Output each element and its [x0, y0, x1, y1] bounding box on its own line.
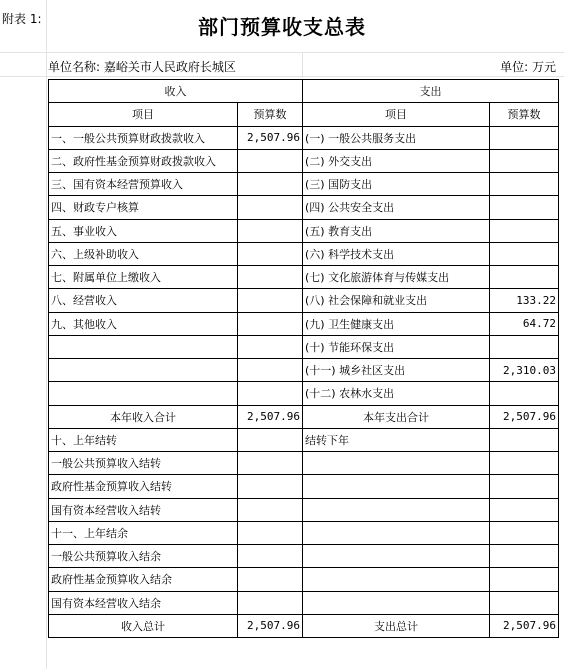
- empty-cell[interactable]: [490, 568, 559, 591]
- table-row: [49, 219, 559, 242]
- empty-cell[interactable]: [490, 498, 559, 521]
- income-item-cell[interactable]: [49, 335, 238, 358]
- income-item-cell[interactable]: 五、事业收入: [49, 219, 238, 242]
- income-item-cell[interactable]: [49, 382, 238, 405]
- income-year-total-value[interactable]: 2,507.96: [238, 405, 303, 428]
- column-header-row: [49, 103, 559, 126]
- income-item-cell[interactable]: 一、一般公共预算财政拨款收入: [49, 126, 238, 149]
- expense-item-cell[interactable]: (四) 公共安全支出: [303, 196, 490, 219]
- expense-item-cell[interactable]: (十一) 城乡社区支出: [303, 359, 490, 382]
- income-budget-header[interactable]: 预算数: [238, 103, 303, 126]
- table-row: [49, 382, 559, 405]
- carryover-expense-cell[interactable]: [303, 452, 490, 475]
- carryover-item-cell[interactable]: 十、上年结转: [49, 428, 238, 451]
- carryover-expense-cell[interactable]: 结转下年: [303, 428, 490, 451]
- expense-item-cell[interactable]: (八) 社会保障和就业支出: [303, 289, 490, 312]
- expense-header[interactable]: 支出: [303, 80, 559, 103]
- carryover-expense-cell[interactable]: [303, 498, 490, 521]
- expense-value-cell[interactable]: [490, 242, 559, 265]
- income-item-cell[interactable]: 七、附属单位上缴收入: [49, 266, 238, 289]
- income-value-cell[interactable]: 2,507.96: [238, 126, 303, 149]
- section-header-row: [49, 80, 559, 103]
- income-value-cell[interactable]: [238, 382, 303, 405]
- table-row: [49, 289, 559, 312]
- empty-cell[interactable]: [490, 452, 559, 475]
- carryover-expense-cell[interactable]: [303, 591, 490, 614]
- empty-cell[interactable]: [490, 591, 559, 614]
- income-grand-total-value[interactable]: 2,507.96: [238, 614, 303, 637]
- page-title: 部门预算收支总表: [198, 15, 366, 39]
- carryover-expense-cell[interactable]: [303, 475, 490, 498]
- income-item-cell[interactable]: 九、其他收入: [49, 312, 238, 335]
- grand-total-row: [49, 614, 559, 637]
- table-row: [49, 428, 559, 451]
- expense-value-cell[interactable]: [490, 219, 559, 242]
- income-value-cell[interactable]: [238, 219, 303, 242]
- empty-cell[interactable]: [238, 428, 303, 451]
- expense-budget-header[interactable]: 预算数: [490, 103, 559, 126]
- expense-value-cell[interactable]: [490, 196, 559, 219]
- expense-item-cell[interactable]: (六) 科学技术支出: [303, 242, 490, 265]
- currency-unit: 单位: 万元: [500, 60, 556, 74]
- income-value-cell[interactable]: [238, 196, 303, 219]
- income-item-cell[interactable]: [49, 359, 238, 382]
- income-header[interactable]: 收入: [49, 80, 303, 103]
- income-value-cell[interactable]: [238, 289, 303, 312]
- income-value-cell[interactable]: [238, 149, 303, 172]
- expense-item-cell[interactable]: (三) 国防支出: [303, 173, 490, 196]
- income-value-cell[interactable]: [238, 242, 303, 265]
- expense-value-cell[interactable]: [490, 126, 559, 149]
- income-item-header[interactable]: 项目: [49, 103, 238, 126]
- empty-cell[interactable]: [490, 521, 559, 544]
- expense-value-cell[interactable]: 64.72: [490, 312, 559, 335]
- appendix-label: 附表 1:: [2, 12, 42, 26]
- carryover-expense-cell[interactable]: [303, 545, 490, 568]
- expense-item-cell[interactable]: (十) 节能环保支出: [303, 335, 490, 358]
- expense-item-cell[interactable]: (九) 卫生健康支出: [303, 312, 490, 335]
- empty-cell[interactable]: [490, 475, 559, 498]
- carryover-expense-cell[interactable]: [303, 521, 490, 544]
- carryover-item-cell[interactable]: 国有资本经营收入结余: [49, 591, 238, 614]
- expense-item-header[interactable]: 项目: [303, 103, 490, 126]
- expense-value-cell[interactable]: [490, 266, 559, 289]
- expense-item-cell[interactable]: (五) 教育支出: [303, 219, 490, 242]
- expense-item-cell[interactable]: (十二) 农林水支出: [303, 382, 490, 405]
- unit-row: [48, 56, 556, 76]
- income-year-total-label[interactable]: 本年收入合计: [49, 405, 238, 428]
- income-value-cell[interactable]: [238, 173, 303, 196]
- income-item-cell[interactable]: 六、上级补助收入: [49, 242, 238, 265]
- carryover-item-cell[interactable]: 十一、上年结余: [49, 521, 238, 544]
- table-row: [49, 173, 559, 196]
- table-row: [49, 359, 559, 382]
- table-row: [49, 196, 559, 219]
- table-row: [49, 475, 559, 498]
- table-row: [49, 242, 559, 265]
- empty-cell[interactable]: [238, 475, 303, 498]
- income-item-cell[interactable]: 八、经营收入: [49, 289, 238, 312]
- empty-cell[interactable]: [238, 498, 303, 521]
- expense-year-total-label[interactable]: 本年支出合计: [303, 405, 490, 428]
- table-row: [49, 568, 559, 591]
- year-total-row: [49, 405, 559, 428]
- income-value-cell[interactable]: [238, 359, 303, 382]
- income-value-cell[interactable]: [238, 312, 303, 335]
- expense-value-cell[interactable]: [490, 173, 559, 196]
- empty-cell[interactable]: [238, 591, 303, 614]
- table-row: [49, 498, 559, 521]
- carryover-item-cell[interactable]: 国有资本经营收入结转: [49, 498, 238, 521]
- expense-value-cell[interactable]: 133.22: [490, 289, 559, 312]
- empty-cell[interactable]: [238, 545, 303, 568]
- table-row: [49, 126, 559, 149]
- carryover-item-cell[interactable]: 政府性基金预算收入结余: [49, 568, 238, 591]
- carryover-item-cell[interactable]: 一般公共预算收入结转: [49, 452, 238, 475]
- table-row: [49, 521, 559, 544]
- table-row: [49, 312, 559, 335]
- empty-cell[interactable]: [238, 521, 303, 544]
- income-value-cell[interactable]: [238, 335, 303, 358]
- expense-item-cell[interactable]: (一) 一般公共服务支出: [303, 126, 490, 149]
- empty-cell[interactable]: [238, 452, 303, 475]
- table-row: [49, 335, 559, 358]
- unit-name: 单位名称: 嘉峪关市人民政府长城区: [48, 60, 236, 74]
- income-value-cell[interactable]: [238, 266, 303, 289]
- expense-value-cell[interactable]: 2,310.03: [490, 359, 559, 382]
- carryover-item-cell[interactable]: 一般公共预算收入结余: [49, 545, 238, 568]
- budget-table: [48, 79, 559, 638]
- expense-value-cell[interactable]: [490, 149, 559, 172]
- carryover-expense-cell[interactable]: [303, 568, 490, 591]
- expense-grand-total-value[interactable]: 2,507.96: [490, 614, 559, 637]
- expense-grand-total-label[interactable]: 支出总计: [303, 614, 490, 637]
- empty-cell[interactable]: [490, 428, 559, 451]
- empty-cell[interactable]: [490, 545, 559, 568]
- expense-item-cell[interactable]: (七) 文化旅游体育与传媒支出: [303, 266, 490, 289]
- table-row: [49, 591, 559, 614]
- expense-item-cell[interactable]: (二) 外交支出: [303, 149, 490, 172]
- income-grand-total-label[interactable]: 收入总计: [49, 614, 238, 637]
- table-row: [49, 545, 559, 568]
- table-row: [49, 452, 559, 475]
- table-row: [49, 266, 559, 289]
- empty-cell[interactable]: [238, 568, 303, 591]
- income-item-cell[interactable]: 四、财政专户核算: [49, 196, 238, 219]
- table-row: [49, 149, 559, 172]
- expense-value-cell[interactable]: [490, 335, 559, 358]
- expense-year-total-value[interactable]: 2,507.96: [490, 405, 559, 428]
- expense-value-cell[interactable]: [490, 382, 559, 405]
- carryover-item-cell[interactable]: 政府性基金预算收入结转: [49, 475, 238, 498]
- income-item-cell[interactable]: 二、政府性基金预算财政拨款收入: [49, 149, 238, 172]
- income-item-cell[interactable]: 三、国有资本经营预算收入: [49, 173, 238, 196]
